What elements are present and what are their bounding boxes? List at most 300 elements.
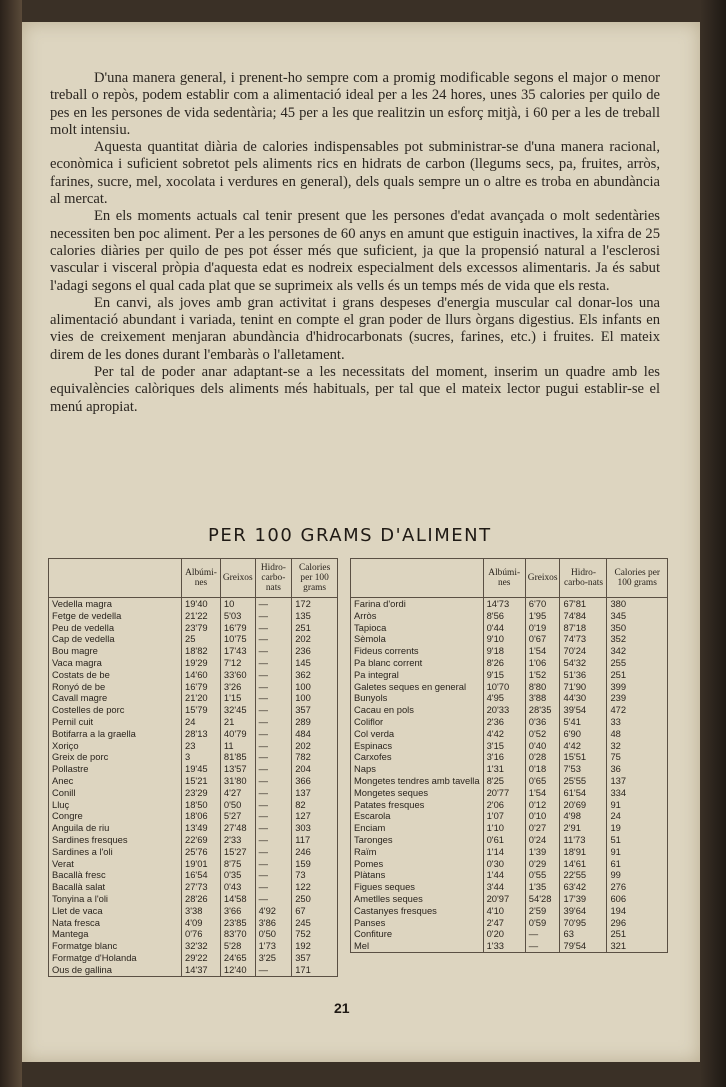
value-cell: 202 xyxy=(292,633,338,645)
value-cell: 25'76 xyxy=(182,846,221,858)
value-cell: — xyxy=(255,881,292,893)
value-cell: 484 xyxy=(292,728,338,740)
food-name-cell: Llet de vaca xyxy=(52,904,103,916)
value-cell: 0'55 xyxy=(525,869,560,881)
value-cell: 18'50 xyxy=(182,799,221,811)
food-name-cell: Cacau en pols xyxy=(354,704,414,716)
food-name-cell: Escarola xyxy=(354,810,391,822)
value-cell: 3'25 xyxy=(255,952,292,964)
table-row xyxy=(49,846,338,858)
value-cell: 334 xyxy=(607,787,668,799)
table-row xyxy=(49,657,338,669)
value-cell: 14'61 xyxy=(560,858,607,870)
value-cell: 19'45 xyxy=(182,763,221,775)
value-cell: 19 xyxy=(607,822,668,834)
table-row xyxy=(351,881,668,893)
table-row xyxy=(49,905,338,917)
food-name-cell: Pollastre xyxy=(52,763,89,775)
value-cell: — xyxy=(255,692,292,704)
value-cell: 1'35 xyxy=(525,881,560,893)
value-cell: 40'79 xyxy=(220,728,255,740)
value-cell: 20'77 xyxy=(483,787,525,799)
food-name-cell: Pernil cuit xyxy=(52,715,94,727)
column-header-calories: Calories per 100 grams xyxy=(292,559,338,598)
value-cell: 23'85 xyxy=(220,917,255,929)
value-cell: 73 xyxy=(292,869,338,881)
value-cell: — xyxy=(255,775,292,787)
value-cell: 202 xyxy=(292,740,338,752)
value-cell: 357 xyxy=(292,704,338,716)
value-cell: 7'12 xyxy=(220,657,255,669)
table-row xyxy=(49,716,338,728)
value-cell: 1'73 xyxy=(255,940,292,952)
table-row xyxy=(49,917,338,929)
value-cell: 171 xyxy=(292,964,338,976)
food-name-cell: Carxofes xyxy=(354,751,392,763)
food-name-cell: Fetge de vedella xyxy=(52,609,122,621)
value-cell: 366 xyxy=(292,775,338,787)
value-cell: 3'86 xyxy=(255,917,292,929)
calorie-table-right xyxy=(350,558,668,953)
value-cell: 399 xyxy=(607,681,668,693)
value-cell: 18'91 xyxy=(560,846,607,858)
value-cell: — xyxy=(255,810,292,822)
food-name-cell: Enciam xyxy=(354,822,386,834)
column-header-hidrocarbonats: Hidro-carbo-nats xyxy=(255,559,292,598)
value-cell: 10'75 xyxy=(220,633,255,645)
food-name-cell: Pa integral xyxy=(354,668,399,680)
value-cell: — xyxy=(255,740,292,752)
value-cell: 19'01 xyxy=(182,858,221,870)
value-cell: 245 xyxy=(292,917,338,929)
table-row xyxy=(351,751,668,763)
table-row xyxy=(49,822,338,834)
value-cell: — xyxy=(255,964,292,976)
value-cell: — xyxy=(255,787,292,799)
table-row xyxy=(49,598,338,610)
value-cell: 752 xyxy=(292,928,338,940)
value-cell: 16'79 xyxy=(220,622,255,634)
value-cell: — xyxy=(255,633,292,645)
value-cell: 1'15 xyxy=(220,692,255,704)
food-name-cell: Formatge d'Holanda xyxy=(52,951,137,963)
table-row xyxy=(49,928,338,940)
calorie-table-left xyxy=(48,558,338,977)
value-cell: 99 xyxy=(607,869,668,881)
value-cell: 51'36 xyxy=(560,669,607,681)
table-row xyxy=(351,763,668,775)
table-row xyxy=(351,917,668,929)
value-cell: 10'70 xyxy=(483,681,525,693)
table-row xyxy=(49,881,338,893)
table-row xyxy=(351,940,668,952)
food-name-cell: Panses xyxy=(354,916,386,928)
value-cell: 15'27 xyxy=(220,846,255,858)
food-name-cell: Costelles de porc xyxy=(52,704,125,716)
value-cell: 79'54 xyxy=(560,940,607,952)
value-cell: 0'40 xyxy=(525,740,560,752)
value-cell: 14'37 xyxy=(182,964,221,976)
value-cell: 13'57 xyxy=(220,763,255,775)
food-name-cell: Col verda xyxy=(354,727,395,739)
value-cell: — xyxy=(255,622,292,634)
food-name-cell: Bacallà salat xyxy=(52,881,106,893)
value-cell: 75 xyxy=(607,751,668,763)
value-cell: 251 xyxy=(607,928,668,940)
food-name-cell: Anec xyxy=(52,774,74,786)
value-cell: 1'52 xyxy=(525,669,560,681)
value-cell: 3'44 xyxy=(483,881,525,893)
table-row xyxy=(351,716,668,728)
value-cell: 4'92 xyxy=(255,905,292,917)
value-cell: 83'70 xyxy=(220,928,255,940)
food-name-cell: Peu de vedella xyxy=(52,621,115,633)
value-cell: 36 xyxy=(607,763,668,775)
value-cell: 1'14 xyxy=(483,846,525,858)
food-name-cell: Mongetes seques xyxy=(354,786,429,798)
value-cell: 9'15 xyxy=(483,669,525,681)
value-cell: 3'88 xyxy=(525,692,560,704)
food-name-cell: Castanyes fresques xyxy=(354,904,437,916)
value-cell: 0'50 xyxy=(255,928,292,940)
page-number: 21 xyxy=(334,1000,350,1016)
paragraph: Aquesta quantitat diària de calories indispensables pot subministrar-se d'una manera racional, econòmica i suficient sobretot pels aliments rics en hidrats de carbon (llegums secs, pa, fruites, arròs, farines, sucre, mel, xocolata i verdures en general), dels quals sempre un o altre es troba en abundància al mercat. xyxy=(50,139,660,208)
value-cell: 32 xyxy=(607,740,668,752)
food-name-cell: Ronyó de be xyxy=(52,680,106,692)
table-row xyxy=(351,893,668,905)
table-row xyxy=(49,669,338,681)
food-name-cell: Xoriço xyxy=(52,739,79,751)
value-cell: 362 xyxy=(292,669,338,681)
value-cell: 70'24 xyxy=(560,645,607,657)
food-name-cell: Espinacs xyxy=(354,739,393,751)
food-name-cell: Nata fresca xyxy=(52,916,100,928)
value-cell: 48 xyxy=(607,728,668,740)
value-cell: 15'51 xyxy=(560,751,607,763)
value-cell: 63 xyxy=(560,928,607,940)
value-cell: 100 xyxy=(292,681,338,693)
value-cell: 33 xyxy=(607,716,668,728)
table-row xyxy=(351,846,668,858)
paragraph: D'una manera general, i prenent-ho sempre com a promig modificable segons el major o menor treball o repòs, podem establir com a alimentació ideal per a les 24 hores, unes 35 calories per quilo de pes en les persones de vida sedentària; 45 per a les que realitzin un esforç mitjà, i 60 per a les de treball molt intensiu. xyxy=(50,70,660,138)
value-cell: 352 xyxy=(607,633,668,645)
value-cell: 145 xyxy=(292,657,338,669)
value-cell: 0'76 xyxy=(182,928,221,940)
value-cell: — xyxy=(255,598,292,610)
food-name-cell: Naps xyxy=(354,763,376,775)
value-cell: — xyxy=(525,940,560,952)
table-title: PER 100 GRAMS D'ALIMENT xyxy=(208,525,492,546)
value-cell: — xyxy=(525,928,560,940)
food-name-cell: Patates fresques xyxy=(354,798,425,810)
page-edge xyxy=(700,0,726,1087)
value-cell: 67 xyxy=(292,905,338,917)
value-cell: 0'30 xyxy=(483,858,525,870)
value-cell: 24 xyxy=(182,716,221,728)
food-name-cell: Plàtans xyxy=(354,869,386,881)
food-name-cell: Sardines fresques xyxy=(52,833,128,845)
value-cell: 14'58 xyxy=(220,893,255,905)
value-cell: 0'44 xyxy=(483,622,525,634)
value-cell: 39'64 xyxy=(560,905,607,917)
value-cell: 71'90 xyxy=(560,681,607,693)
value-cell: 0'50 xyxy=(220,799,255,811)
column-header-food xyxy=(351,559,484,598)
table-row xyxy=(49,940,338,952)
food-name-cell: Mel xyxy=(354,940,370,952)
table-row xyxy=(351,669,668,681)
value-cell: 4'27 xyxy=(220,787,255,799)
value-cell: 14'60 xyxy=(182,669,221,681)
value-cell: 100 xyxy=(292,692,338,704)
value-cell: — xyxy=(255,669,292,681)
value-cell: 159 xyxy=(292,858,338,870)
value-cell: 70'95 xyxy=(560,917,607,929)
value-cell: 606 xyxy=(607,893,668,905)
value-cell: 12'40 xyxy=(220,964,255,976)
food-name-cell: Taronges xyxy=(354,833,393,845)
value-cell: 67'81 xyxy=(560,598,607,610)
value-cell: 32'32 xyxy=(182,940,221,952)
table-row xyxy=(49,751,338,763)
value-cell: 9'10 xyxy=(483,633,525,645)
value-cell: 0'43 xyxy=(220,881,255,893)
body-text xyxy=(50,70,660,416)
table-row xyxy=(351,692,668,704)
value-cell: 74'73 xyxy=(560,633,607,645)
value-cell: 8'26 xyxy=(483,657,525,669)
value-cell: 137 xyxy=(607,775,668,787)
table-row xyxy=(351,610,668,622)
value-cell: 15'21 xyxy=(182,775,221,787)
value-cell: 3'66 xyxy=(220,905,255,917)
value-cell: 0'12 xyxy=(525,799,560,811)
table-row xyxy=(351,633,668,645)
value-cell: 0'18 xyxy=(525,763,560,775)
value-cell: 24'65 xyxy=(220,952,255,964)
value-cell: 11'73 xyxy=(560,834,607,846)
table-row xyxy=(49,964,338,976)
value-cell: 0'27 xyxy=(525,822,560,834)
table-row xyxy=(49,728,338,740)
food-name-cell: Pomes xyxy=(354,857,384,869)
value-cell: 3'38 xyxy=(182,905,221,917)
column-header-albumines: Albúmi-nes xyxy=(483,559,525,598)
value-cell: 21'20 xyxy=(182,692,221,704)
value-cell: 6'70 xyxy=(525,598,560,610)
value-cell: 13'49 xyxy=(182,822,221,834)
value-cell: 4'95 xyxy=(483,692,525,704)
food-name-cell: Ous de gallina xyxy=(52,963,112,975)
value-cell: 1'39 xyxy=(525,846,560,858)
value-cell: 192 xyxy=(292,940,338,952)
food-name-cell: Figues seques xyxy=(354,881,415,893)
value-cell: 11 xyxy=(220,740,255,752)
value-cell: 122 xyxy=(292,881,338,893)
value-cell: — xyxy=(255,681,292,693)
food-name-cell: Confiture xyxy=(354,928,393,940)
food-name-cell: Costats de be xyxy=(52,668,110,680)
value-cell: 4'98 xyxy=(560,810,607,822)
value-cell: 25 xyxy=(182,633,221,645)
value-cell: 21 xyxy=(220,716,255,728)
value-cell: — xyxy=(255,763,292,775)
value-cell: — xyxy=(255,858,292,870)
table-row xyxy=(351,822,668,834)
value-cell: 8'75 xyxy=(220,858,255,870)
value-cell: 4'42 xyxy=(560,740,607,752)
value-cell: 9'18 xyxy=(483,645,525,657)
food-name-cell: Tapioca xyxy=(354,621,387,633)
table-row xyxy=(49,799,338,811)
value-cell: 4'10 xyxy=(483,905,525,917)
value-cell: 17'43 xyxy=(220,645,255,657)
value-cell: — xyxy=(255,751,292,763)
table-row xyxy=(351,681,668,693)
value-cell: 8'25 xyxy=(483,775,525,787)
column-header-greixos: Greixos xyxy=(220,559,255,598)
value-cell: 0'61 xyxy=(483,834,525,846)
value-cell: 17'39 xyxy=(560,893,607,905)
table-row xyxy=(351,858,668,870)
value-cell: 63'42 xyxy=(560,881,607,893)
food-name-cell: Lluç xyxy=(52,798,70,810)
column-header-albumines: Albúmi-nes xyxy=(182,559,221,598)
value-cell: 61 xyxy=(607,858,668,870)
value-cell: 23'79 xyxy=(182,622,221,634)
value-cell: 250 xyxy=(292,893,338,905)
value-cell: 1'95 xyxy=(525,610,560,622)
value-cell: 276 xyxy=(607,881,668,893)
food-name-cell: Vedella magra xyxy=(52,598,112,609)
table-row xyxy=(351,657,668,669)
table-body-right xyxy=(351,598,668,953)
food-name-cell: Farina d'ordi xyxy=(354,598,406,609)
value-cell: 23'29 xyxy=(182,787,221,799)
value-cell: 127 xyxy=(292,810,338,822)
value-cell: 251 xyxy=(607,669,668,681)
table-body-left xyxy=(49,598,338,977)
table-row xyxy=(49,810,338,822)
value-cell: — xyxy=(255,716,292,728)
value-cell: 27'48 xyxy=(220,822,255,834)
value-cell: — xyxy=(255,704,292,716)
table-row xyxy=(351,928,668,940)
value-cell: 16'79 xyxy=(182,681,221,693)
value-cell: 27'73 xyxy=(182,881,221,893)
value-cell: 135 xyxy=(292,610,338,622)
food-name-cell: Sardines a l'oli xyxy=(52,845,113,857)
value-cell: 0'59 xyxy=(525,917,560,929)
value-cell: 1'44 xyxy=(483,869,525,881)
value-cell: 23 xyxy=(182,740,221,752)
table-row xyxy=(351,787,668,799)
value-cell: 1'33 xyxy=(483,940,525,952)
paragraph: Per tal de poder anar adaptant-se a les necessitats del moment, inserim un quadre amb les equivalències calòriques dels aliments més habituals, per tal que el mateix lector pugui establir-se el menú apropiat. xyxy=(50,364,660,415)
value-cell: 0'10 xyxy=(525,810,560,822)
table-row xyxy=(49,952,338,964)
table-row xyxy=(351,775,668,787)
value-cell: 20'69 xyxy=(560,799,607,811)
value-cell: 2'33 xyxy=(220,834,255,846)
value-cell: 54'28 xyxy=(525,893,560,905)
value-cell: 342 xyxy=(607,645,668,657)
value-cell: 194 xyxy=(607,905,668,917)
value-cell: 5'41 xyxy=(560,716,607,728)
value-cell: 28'26 xyxy=(182,893,221,905)
table-row xyxy=(49,681,338,693)
value-cell: 18'82 xyxy=(182,645,221,657)
value-cell: 20'33 xyxy=(483,704,525,716)
value-cell: 0'19 xyxy=(525,622,560,634)
food-name-cell: Pa blanc corrent xyxy=(354,656,423,668)
value-cell: 1'07 xyxy=(483,810,525,822)
value-cell: 172 xyxy=(292,598,338,610)
food-name-cell: Raïm xyxy=(354,845,377,857)
table-row xyxy=(351,799,668,811)
value-cell: — xyxy=(255,657,292,669)
table-row xyxy=(49,893,338,905)
value-cell: — xyxy=(255,846,292,858)
value-cell: 44'30 xyxy=(560,692,607,704)
value-cell: 22'55 xyxy=(560,869,607,881)
value-cell: 39'54 xyxy=(560,704,607,716)
value-cell: 25'55 xyxy=(560,775,607,787)
value-cell: 5'27 xyxy=(220,810,255,822)
food-name-cell: Cavall magre xyxy=(52,692,108,704)
value-cell: 61'54 xyxy=(560,787,607,799)
value-cell: 32'45 xyxy=(220,704,255,716)
value-cell: 19'29 xyxy=(182,657,221,669)
value-cell: 2'06 xyxy=(483,799,525,811)
table-row xyxy=(49,704,338,716)
table-row xyxy=(351,645,668,657)
value-cell: 1'31 xyxy=(483,763,525,775)
value-cell: 345 xyxy=(607,610,668,622)
value-cell: 303 xyxy=(292,822,338,834)
value-cell: 28'13 xyxy=(182,728,221,740)
value-cell: 74'84 xyxy=(560,610,607,622)
table-row xyxy=(49,645,338,657)
food-name-cell: Mantega xyxy=(52,928,89,940)
table-row xyxy=(351,704,668,716)
value-cell: 2'47 xyxy=(483,917,525,929)
value-cell: 24 xyxy=(607,810,668,822)
paragraph: En els moments actuals cal tenir present que les persones d'edat avançada o molt sedentàries necessiten ben poc aliment. Per a les persones de 60 anys en amunt que estiguin inactives, la xifra de 25 calories diàries per quilo de pes pot ésser més que suficient, ja que la propensió natural a l'esclerosi vascular i visceral pròpia d'aquesta edat es nodreix especialment dels excessos alimentaris. Ja és sabut l'adagi segons el qual cada plat que se suprimeix als vells és un temps més de vida que els resta. xyxy=(50,208,660,294)
column-header-calories: Calories per 100 grams xyxy=(607,559,668,598)
value-cell: — xyxy=(255,869,292,881)
value-cell: 236 xyxy=(292,645,338,657)
value-cell: 350 xyxy=(607,622,668,634)
value-cell: 0'36 xyxy=(525,716,560,728)
value-cell: 0'24 xyxy=(525,834,560,846)
food-name-cell: Conill xyxy=(52,786,76,798)
value-cell: — xyxy=(255,645,292,657)
column-header-food xyxy=(49,559,182,598)
value-cell: 20'97 xyxy=(483,893,525,905)
food-name-cell: Coliflor xyxy=(354,715,384,727)
table-row xyxy=(351,810,668,822)
table-row xyxy=(351,740,668,752)
food-name-cell: Congre xyxy=(52,810,83,822)
table-row xyxy=(351,869,668,881)
value-cell: 246 xyxy=(292,846,338,858)
paragraph: En canvi, als joves amb gran activitat i grans despeses d'energia muscular cal donar-los una alimentació abundant i variada, tenint en compte el gran poder de llurs òrgans digestius. Els infants en vies de creixement menjaran abundància d'hidrocarbonats (sucres, farines, etc.) i fruites. El mateix direm de les dones durant l'embaràs o l'alletament. xyxy=(50,294,660,363)
value-cell: — xyxy=(255,822,292,834)
value-cell: 31'80 xyxy=(220,775,255,787)
value-cell: 15'79 xyxy=(182,704,221,716)
value-cell: 1'06 xyxy=(525,657,560,669)
